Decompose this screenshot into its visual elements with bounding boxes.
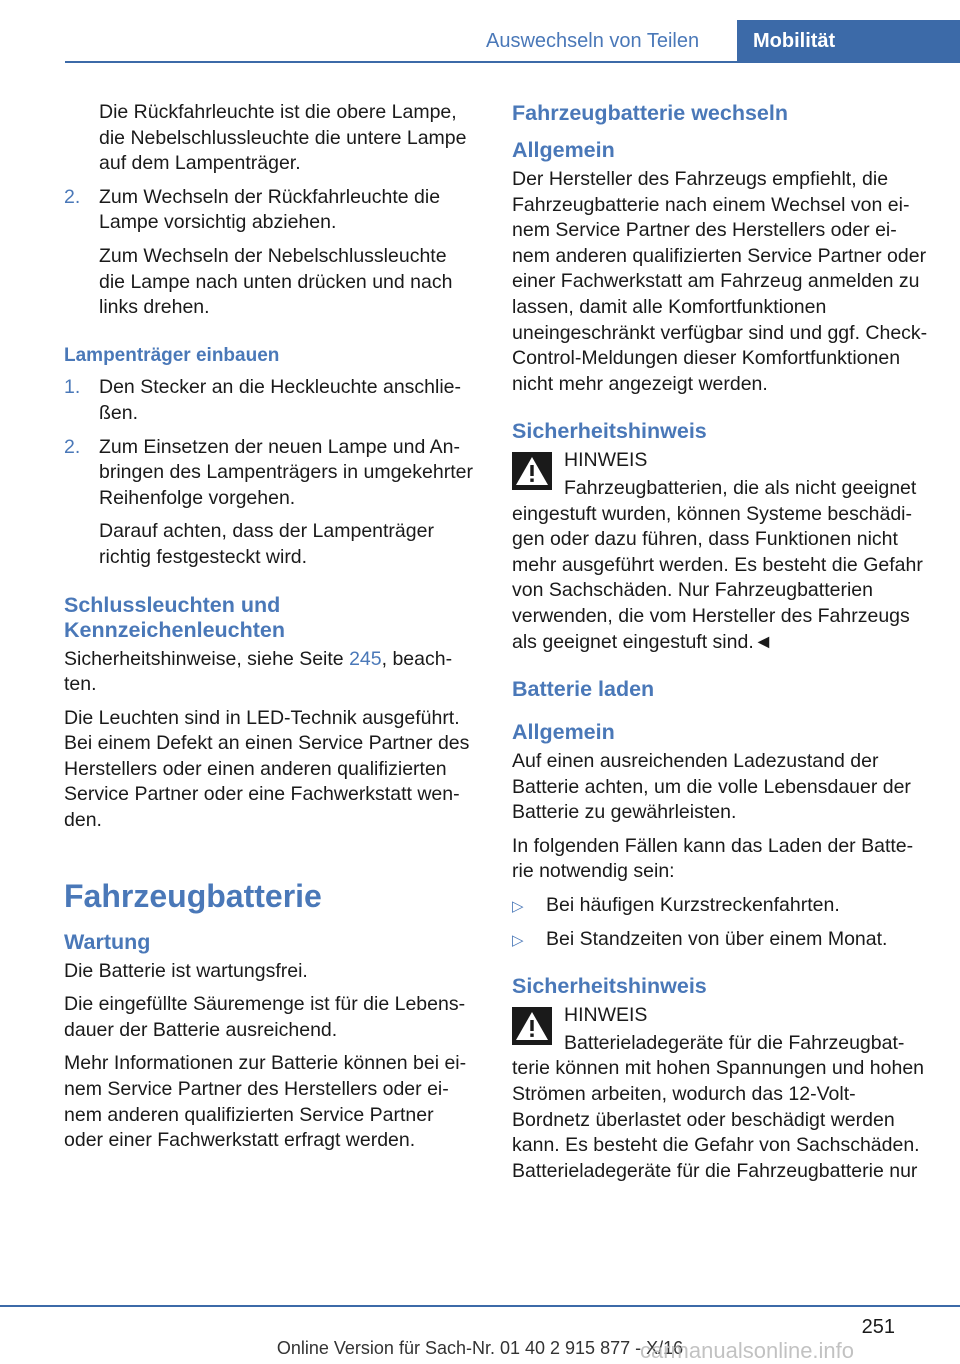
warning-text: Fahrzeugbatterien, die als nicht geeignet eingestuft wurden, können Systeme beschädigen oder dazu führen, dass Funktionen nicht mehr ausgeführt werden. Es besteht die Gefahr von Sachschäden. Nur Fahrzeugbatterien verwenden, die vom Hersteller des Fahrzeugs als geeignet eingestuft sind.◄ xyxy=(512,476,923,653)
charge-paragraph-1: Auf einen ausreichenden Ladezustand der Batterie achten, um die volle Lebensdauer der Batterie zu gewährleisten. xyxy=(512,750,911,824)
maintenance-paragraph-2: Die eingefüllte Säuremenge ist für die Lebensdauer der Batterie ausreichend. xyxy=(64,993,466,1041)
heading-maintenance: Wartung xyxy=(64,929,151,954)
heading-safety-note: Sicherheitshinweis xyxy=(512,974,707,999)
warning-triangle-icon xyxy=(512,452,552,490)
heading-general: Allgemein xyxy=(512,138,615,162)
bullet-triangle-icon: ▷ xyxy=(512,931,524,949)
heading-general: Allgemein xyxy=(512,720,615,745)
list-item xyxy=(512,893,928,919)
step-number: 2. xyxy=(64,185,81,208)
heading-tail-lights: Schlussleuchten und Kennzeichenleuchten xyxy=(64,592,286,642)
subheading-lamp-holder: Lampenträger einbauen xyxy=(64,344,280,366)
maintenance-paragraph-1: Die Batterie ist wartungsfrei. xyxy=(64,959,308,982)
lights-paragraph-2: Die Leuchten sind in LED-Technik ausgeführt. Bei einem Defekt an einen Service Partner des Herstellers oder einen anderen qualifizierten Service Partner oder eine Fachwerkstatt wenden. xyxy=(64,706,470,832)
right-column xyxy=(512,100,928,1192)
warning-box xyxy=(512,1003,928,1184)
list-item-text: Bei Standzeiten von über einem Monat. xyxy=(546,927,888,950)
step-item xyxy=(64,435,476,571)
heading-battery-change: Fahrzeugbatterie wechseln xyxy=(512,101,788,125)
step-text: Den Stecker an die Heckleuchte anschließen. xyxy=(99,376,462,424)
heading-safety-note: Sicherheitshinweis xyxy=(512,419,707,444)
left-column xyxy=(64,100,476,1162)
footer-rule xyxy=(0,1305,960,1307)
step-text: Zum Einsetzen der neuen Lampe und Anbringen des Lampenträgers in umgekehrter Reihenfolge vorgehen. xyxy=(99,435,473,509)
warning-title: HINWEIS xyxy=(564,449,648,472)
heading-battery: Fahrzeugbatterie xyxy=(64,877,322,914)
list-item-text: Bei häufigen Kurzstreckenfahrten. xyxy=(546,894,840,917)
lights-text-post: , beachten. xyxy=(64,647,453,696)
step-item xyxy=(64,375,476,426)
step-number: 2. xyxy=(64,435,81,458)
footer-version-note: Online Version für Sach-Nr. 01 40 2 915 877 - X/16 xyxy=(276,1338,684,1358)
warning-text: Batterieladegeräte für die Fahrzeugbatterie können mit hohen Spannungen und hohen Strömen arbeiten, wodurch das 12-Volt-Bordnetz überlastet oder beschädigt werden kann. Es besteht die Gefahr von Sachschäden. Batterieladegeräte für die Fahrzeugbatterie nur xyxy=(512,1031,925,1182)
heading-charge-battery: Batterie laden xyxy=(512,677,655,702)
page-number: 251 xyxy=(861,1316,895,1338)
charge-paragraph-2: In folgenden Fällen kann das Laden der Batterie notwendig sein: xyxy=(512,834,914,883)
list-item xyxy=(512,927,928,953)
watermark: carmanualsonline.info xyxy=(640,1338,855,1363)
header-section-title: Auswechseln von Teilen xyxy=(486,30,700,52)
maintenance-paragraph-3: Mehr Informationen zur Batterie können bei einem Service Partner des Herstellers oder einem anderen qualifizierten Service Partner oder einer Fachwerkstatt erfragt werden. xyxy=(64,1052,467,1152)
step-subtext: Darauf achten, dass der Lampenträger richtig festgesteckt wird. xyxy=(99,520,434,568)
intro-paragraph: Die Rückfahrleuchte ist die obere Lampe, die Nebelschlussleuchte die untere Lampe auf dem Lampenträger. xyxy=(99,101,467,175)
step-subtext: Zum Wechseln der Nebelschlussleuchte die Lampe nach unten drücken und nach links drehen. xyxy=(99,244,453,319)
lights-paragraph-1 xyxy=(64,647,476,698)
lights-text-pre: Sicherheitshinweise, siehe Seite xyxy=(64,647,350,670)
warning-triangle-icon xyxy=(512,1007,552,1045)
general-paragraph: Der Hersteller des Fahrzeugs empfiehlt, die Fahrzeugbatterie nach einem Wechsel von einem Service Partner des Herstellers oder einem anderen qualifizierten Service Partner oder einer Fachwerkstatt am Fahrzeug anmelden zu lassen, damit alle Komfortfunktionen uneingeschränkt verfügbar sind und ggf. Check-Control-Meldungen dieser Komfortfunktionen nicht mehr angezeigt werden. xyxy=(512,168,928,395)
header-chapter-tab[interactable]: Mobilität xyxy=(737,20,960,63)
warning-title: HINWEIS xyxy=(564,1004,648,1027)
step-text: Zum Wechseln der Rückfahrleuchte die Lampe vorsichtig abziehen. xyxy=(99,185,441,234)
step-number: 1. xyxy=(64,376,81,399)
bullet-triangle-icon: ▷ xyxy=(512,898,524,916)
warning-box xyxy=(512,448,928,655)
step-item xyxy=(64,185,476,321)
page-link[interactable]: 245 xyxy=(349,647,382,670)
